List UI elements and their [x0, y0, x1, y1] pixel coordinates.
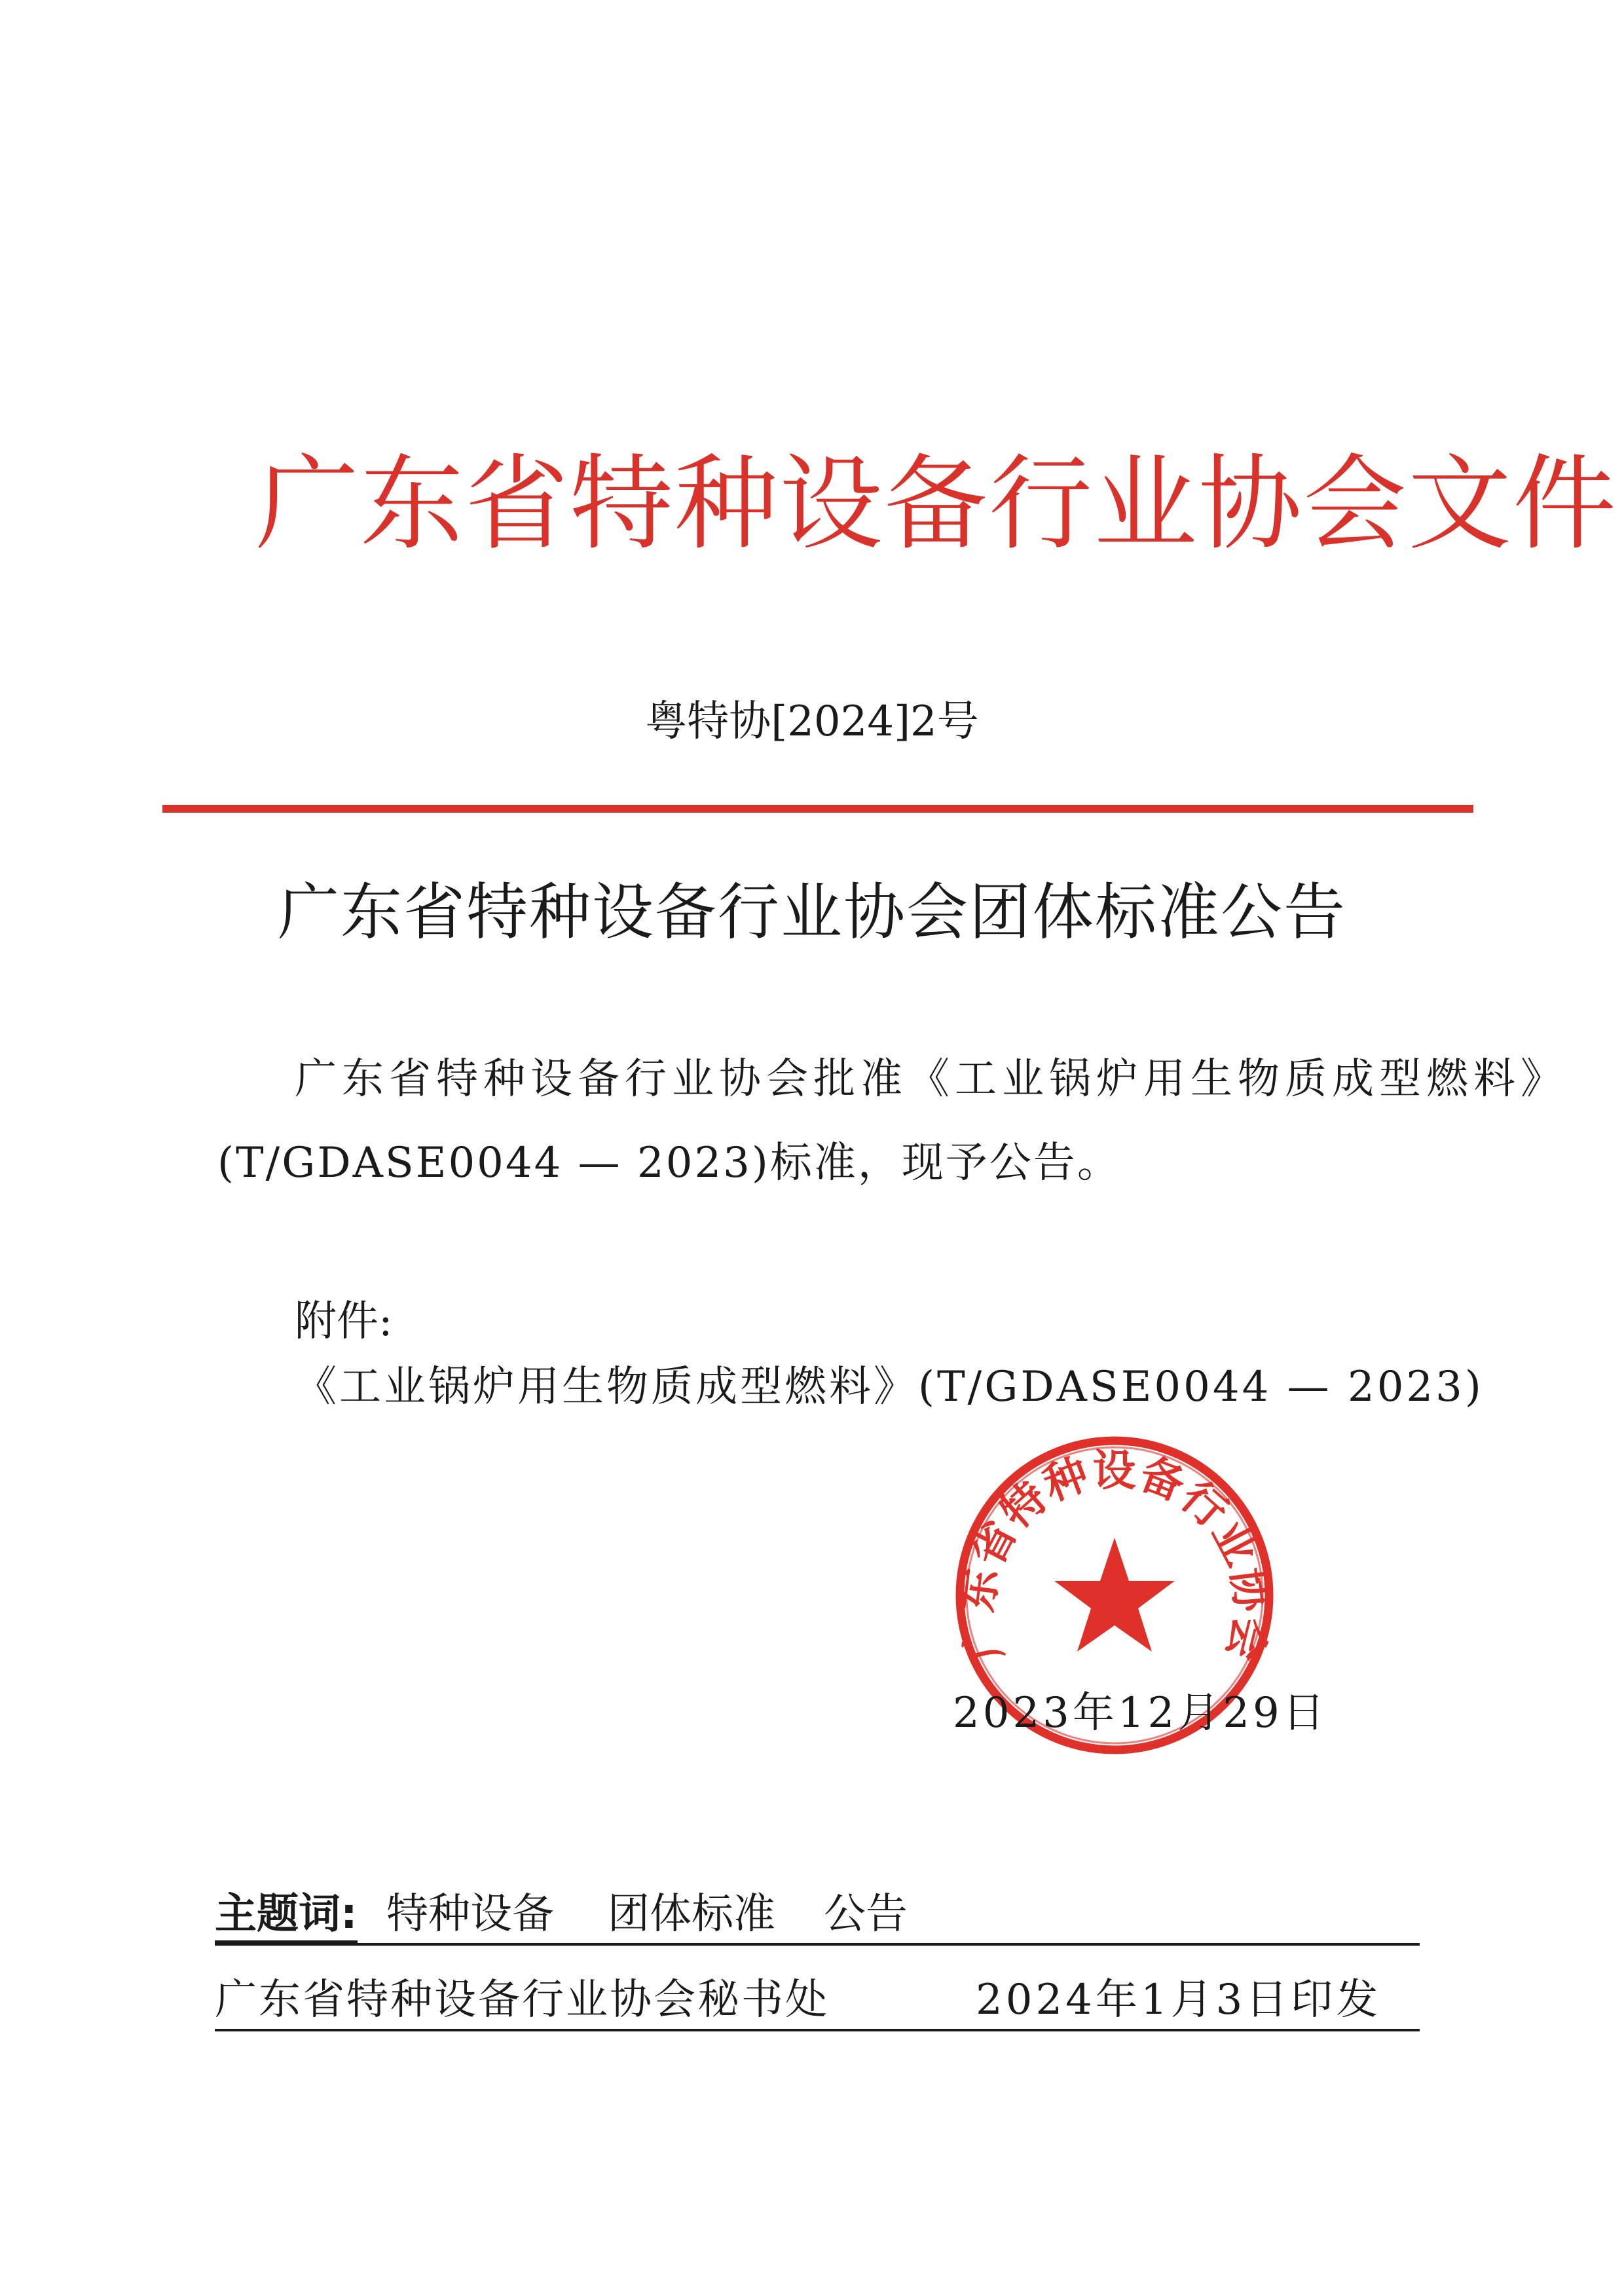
- svg-text:广东省特种设备行业协会: 广东省特种设备行业协会: [951, 1445, 1278, 1667]
- red-divider: [162, 805, 1473, 813]
- keywords-label: 主题词:: [215, 1890, 358, 1938]
- notice-date: 2023年12月29日: [953, 1689, 1328, 1737]
- issue-row: [215, 1975, 1420, 2031]
- document-number: 粤特协[2024]2号: [645, 697, 979, 746]
- attachment-label: 附件:: [295, 1297, 393, 1346]
- issuer-name: 广东省特种设备行业协会秘书处: [215, 1976, 829, 2024]
- notice-body-line-1: 广东省特种设备行业协会批准《工业锅炉用生物质成型燃料》: [295, 1055, 1568, 1103]
- seal-star-icon: [1054, 1538, 1175, 1652]
- keyword-item: 公告: [824, 1890, 908, 1938]
- issue-date: 2024年1月3日印发: [976, 1976, 1382, 2024]
- notice-title: 广东省特种设备行业协会团体标准公告: [277, 877, 1346, 948]
- keywords-row: [215, 1889, 1420, 1946]
- footer-rule: [215, 2029, 1420, 2031]
- keyword-item: 团体标准: [608, 1890, 775, 1938]
- notice-body-line-2: (T/GDASE0044 — 2023)标准，现予公告。: [217, 1139, 1121, 1187]
- footer-rule: [215, 1943, 1420, 1946]
- attachment-link[interactable]: 《工业锅炉用生物质成型燃料》(T/GDASE0044 — 2023): [295, 1363, 1484, 1411]
- keyword-item: 特种设备: [386, 1890, 554, 1938]
- masthead-title: 广东省特种设备行业协会文件: [255, 444, 1617, 565]
